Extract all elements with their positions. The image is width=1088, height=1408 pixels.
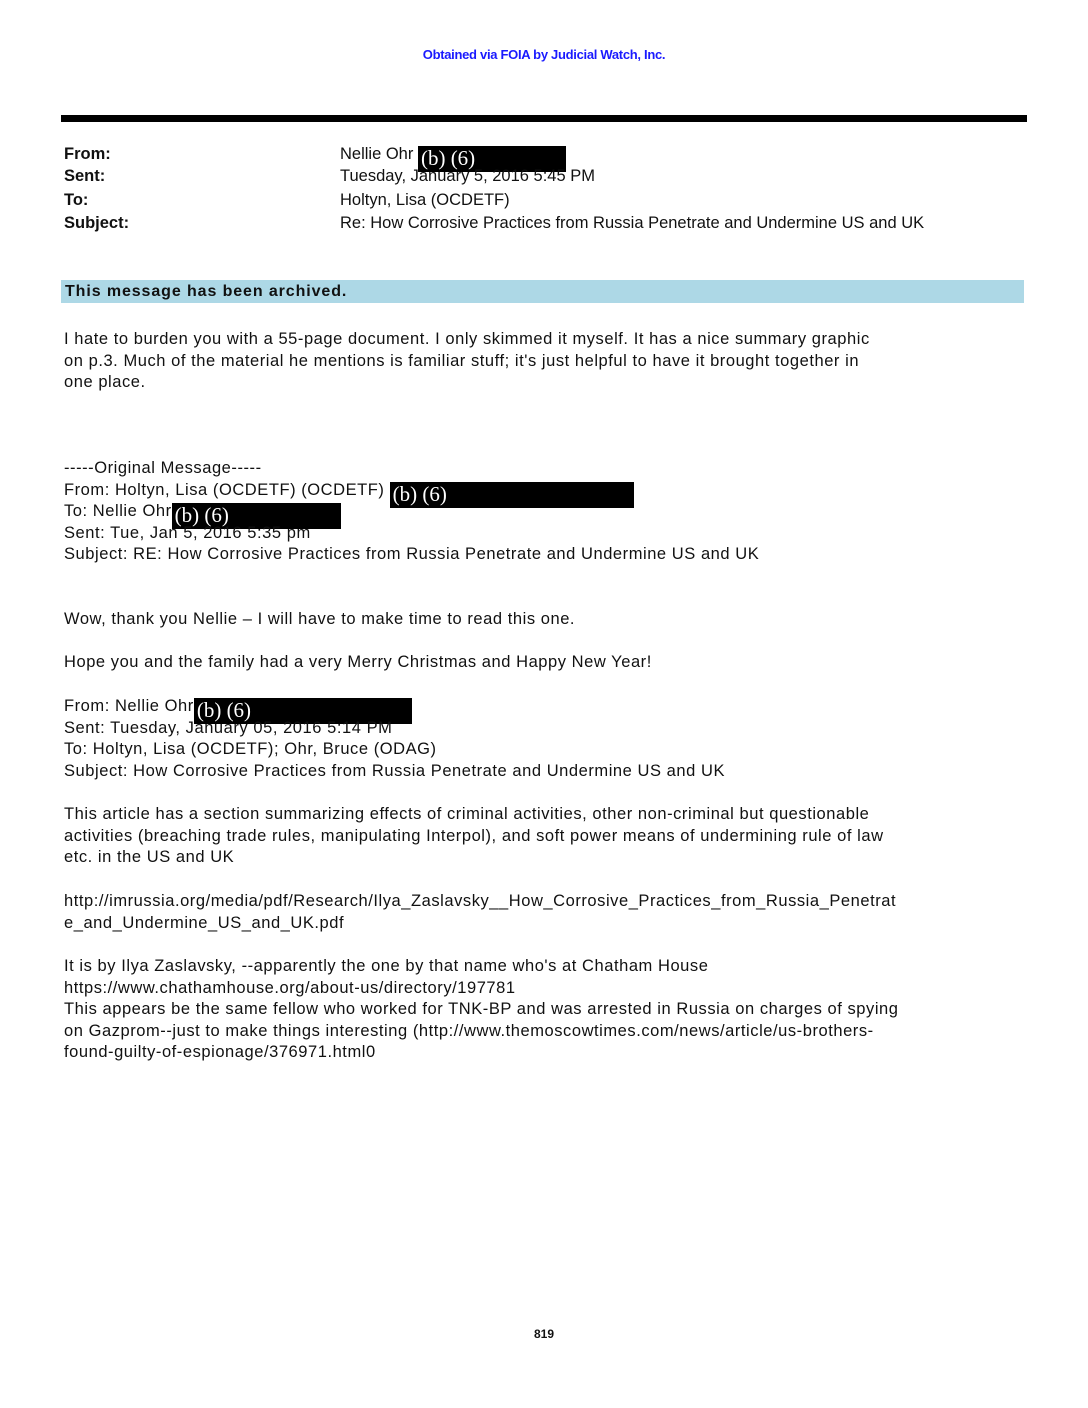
summary-line: etc. in the US and UK: [64, 848, 235, 867]
author-line: It is by Ilya Zaslavsky, --apparently the one by that name who's at Chatham House: [64, 957, 709, 975]
from-name: Nellie Ohr: [340, 145, 414, 163]
header-rule: [61, 115, 1027, 122]
sent-label: Sent:: [64, 167, 106, 185]
author-line: This appears be the same fellow who worked for TNK-BP and was arrested in Russia on charges of spying: [64, 1000, 899, 1019]
page-number: 819: [533, 1327, 555, 1341]
reply-line: I hate to burden you with a 55-page document. I only skimmed it myself. It has a nice summary graphic: [64, 330, 870, 348]
subject-value: Re: How Corrosive Practices from Russia Penetrate and Undermine US and UK: [340, 214, 925, 232]
archived-banner: This message has been archived.: [61, 280, 1024, 303]
forwarded-from: [64, 696, 1029, 722]
original-message-header: [64, 458, 1029, 566]
original-from: [64, 480, 1029, 506]
redaction-box: (b) (6): [390, 482, 634, 508]
forwarded-sent: Sent: Tuesday, January 05, 2016 5:14 PM: [64, 718, 393, 737]
forwarded-header: [64, 696, 1029, 782]
reply-line: one place.: [64, 373, 146, 392]
author-line: on Gazprom--just to make things interesting (http://www.themoscowtimes.com/news/article/us-brothers-: [64, 1021, 874, 1040]
redaction-box: (b) (6): [418, 146, 566, 172]
original-subject: Subject: RE: How Corrosive Practices from Russia Penetrate and Undermine US and UK: [64, 545, 760, 564]
forwarded-from-text: From: Nellie Ohr: [64, 697, 194, 715]
url-line: http://imrussia.org/media/pdf/Research/Ilya_Zaslavsky__How_Corrosive_Practices_from_Russia_Penetrat: [64, 892, 897, 910]
author-line: found-guilty-of-espionage/376971.html0: [64, 1043, 376, 1062]
to-label: To:: [64, 191, 89, 209]
original-to-text: To: Nellie Ohr: [64, 502, 172, 521]
article-url: [64, 891, 1029, 934]
article-summary: [64, 804, 1029, 869]
greeting-line: Hope you and the family had a very Merry Christmas and Happy New Year!: [64, 653, 652, 671]
author-line: https://www.chathamhouse.org/about-us/directory/197781: [64, 978, 516, 997]
thanks-line: Wow, thank you Nellie – I will have to make time to read this one.: [64, 610, 576, 628]
author-paragraph: [64, 956, 1029, 1064]
original-from-text: From: Holtyn, Lisa (OCDETF) (OCDETF): [64, 480, 385, 499]
summary-line: activities (breaching trade rules, manipulating Interpol), and soft power means of undermining rule of law: [64, 826, 884, 845]
summary-line: This article has a section summarizing effects of criminal activities, other non-criminal but questionable: [64, 805, 870, 823]
redaction-box: (b) (6): [172, 503, 341, 529]
from-label: From:: [64, 145, 111, 163]
forwarded-to: To: Holtyn, Lisa (OCDETF); Ohr, Bruce (ODAG): [64, 740, 437, 759]
email-header: [64, 141, 1024, 241]
redaction-box: (b) (6): [194, 698, 412, 724]
reply-line: on p.3. Much of the material he mentions is familiar stuff; it's just helpful to have it brought together in: [64, 351, 860, 370]
original-sent: Sent: Tue, Jan 5, 2016 5:35 pm: [64, 523, 311, 542]
subject-label: Subject:: [64, 214, 130, 232]
forwarded-subject: Subject: How Corrosive Practices from Russia Penetrate and Undermine US and UK: [64, 761, 725, 780]
sent-value: Tuesday, January 5, 2016 5:45 PM: [340, 167, 595, 185]
to-value: Holtyn, Lisa (OCDETF): [340, 191, 510, 209]
reply-body: [64, 329, 1029, 394]
url-line: e_and_Undermine_US_and_UK.pdf: [64, 913, 345, 932]
foia-watermark: Obtained via FOIA by Judicial Watch, Inc.: [422, 47, 666, 62]
original-separator: -----Original Message-----: [64, 459, 262, 477]
